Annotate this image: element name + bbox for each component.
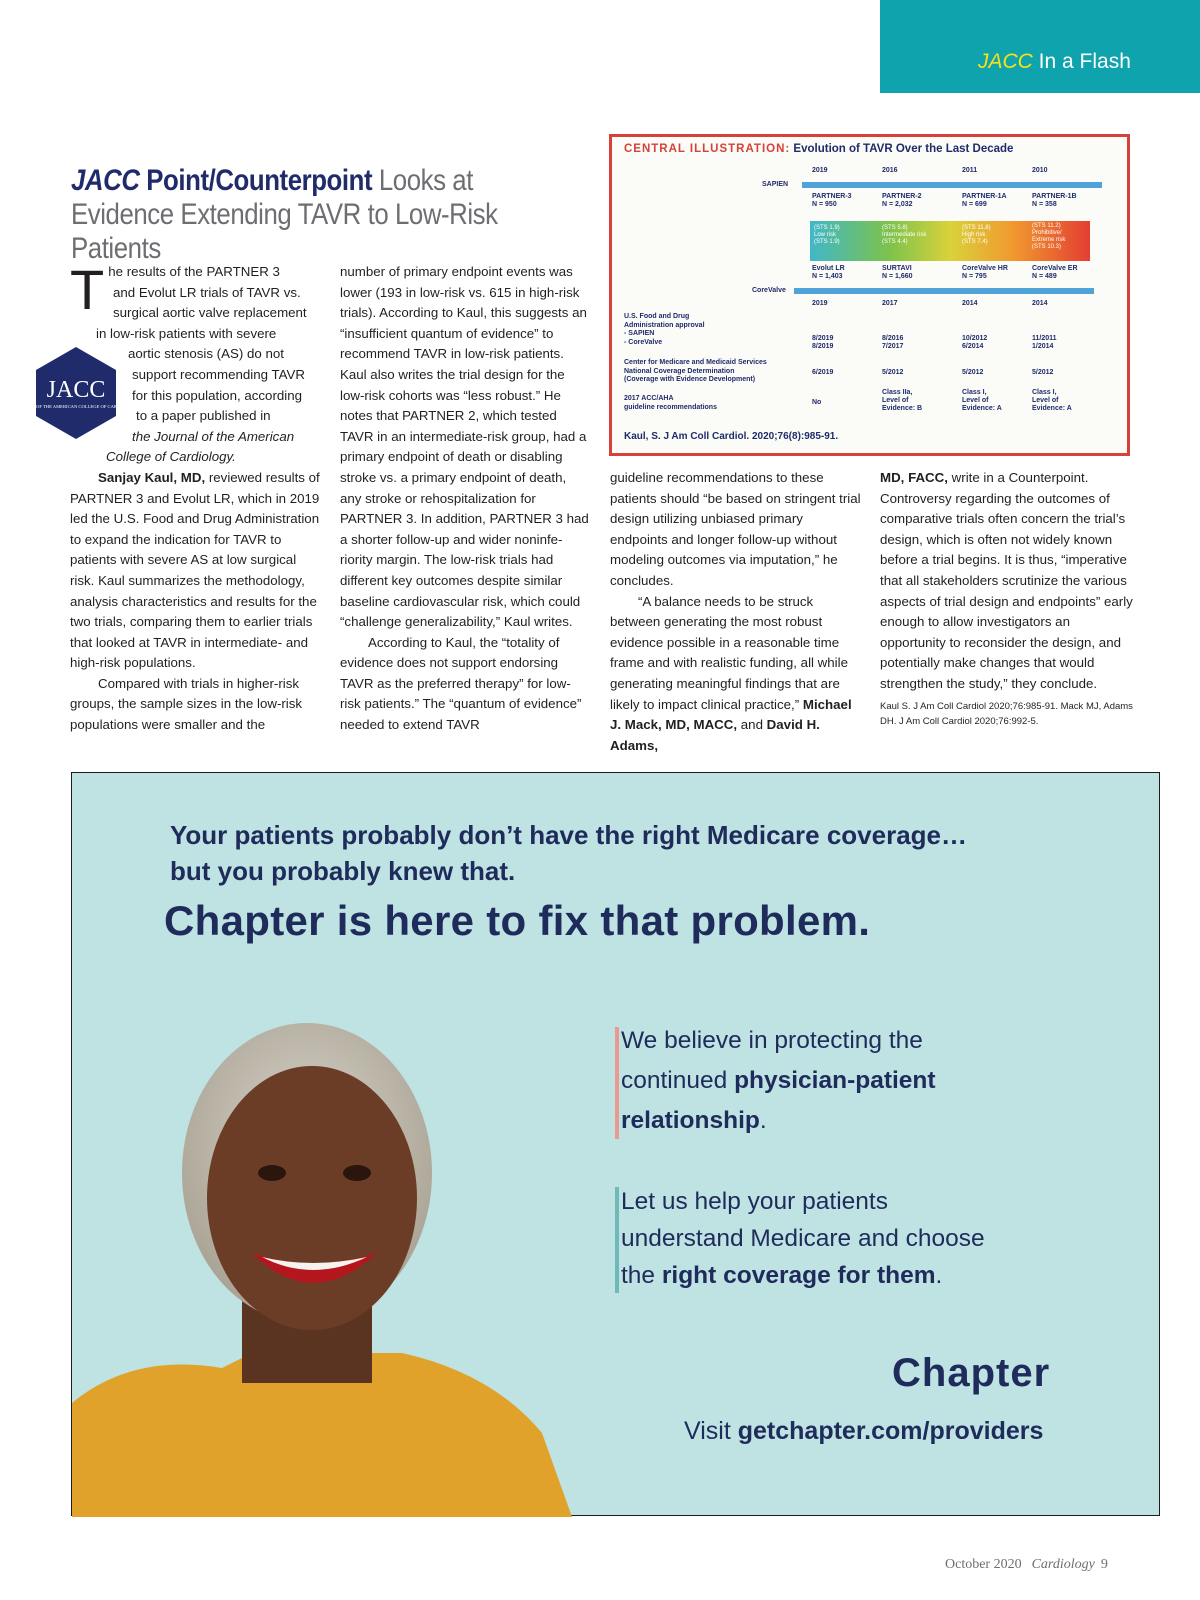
risk-gradient-band: (STS 1.9) Low risk (STS 1.9) (STS 5.8) Intermediate risk (STS 4.4) (STS 11.8) High risk (STS 7.4) (STS 11.2) Prohibitive/ Extreme risk (STS 10.3) — [810, 221, 1090, 261]
ad-url-link[interactable]: getchapter.com/providers — [737, 1417, 1044, 1445]
illustration-title: CENTRAL ILLUSTRATION: Evolution of TAVR Over the Last Decade — [624, 143, 1014, 155]
article-column-4: MD, FACC, write in a Counterpoint. Controversy regarding the outcomes of comparative trials often concern the trial’s design, which is often not widely known before a trial begins. It is thus, “imperative that all stakeholders scrutinize the various aspects of trial design and endpoints” early enough to allow investigators an opportunity to reconsider the design, and potentially make changes that would strengthen the study,” they conclude. Kaul S. J Am Coll Cardiol 2020;76:985-91. Mack MJ, Adams DH. J Am Coll Cardiol 2020;76:992-5. — [880, 470, 1133, 727]
references: Kaul S. J Am Coll Cardiol 2020;76:985-91. Mack MJ, Adams DH. J Am Coll Cardiol 2020;76:992-5. — [880, 700, 1133, 727]
quote-bar-1 — [615, 1027, 619, 1139]
section-header-tab — [880, 0, 1200, 93]
central-illustration: CENTRAL ILLUSTRATION: Evolution of TAVR Over the Last Decade 2019 2016 2011 2010 SAPIEN PARTNER-3 N = 950 PARTNER-2 N = 2,032 PARTNER-1A N = 699 PARTNER-1B N = 358 (STS 1.9) Low risk (STS 1.9) (STS 5.8) Intermediate risk (STS 4.4) (STS 11.8) High risk (STS 7.4) (STS 11.2) Prohibitive/ Extreme risk (STS 10.3) Evolut LR N = 1,403 SURTAVI N = 1,660 CoreValve HR N = 795 CoreValve ER N = 489 CoreValve 2019 2017 2014 2014 U.S. Food and Drug Administration approval - SAPIEN - CoreValve Center for Medicare and Medicaid Services National Coverage Determination (Coverage with Evidence Development) 2017 ACC/AHA guideline recommendations 8/2019 8/2019 8/2016 7/2017 10/2012 6/2014 11/2011 1/2014 6/2019 5/2012 5/2012 5/2012 No Class IIa, Level of Evidence: B Class I, Level of Evidence: A Class I, Level of Evidence: A Kaul, S. J Am Coll Cardiol. 2020;76(8):985-91. — [609, 134, 1130, 456]
sapien-arrow — [802, 182, 1102, 188]
ad-quote-1: We believe in protecting the continued physician-patient relationship. — [621, 1027, 936, 1134]
article-column-3: guideline recommendations to these patients should “be based on stringent trial design utilizing unbiased primary endpoints and longer follow-up without modeling outcomes via imputation,” he concludes. “A balance needs to be struck between generating the most robust evidence possible in a reasonable time frame and with realistic funding, all while generating meaningful findings that are likely to impact clinical practice,” Michael J. Mack, MD, MACC, and David H. Adams, — [610, 470, 861, 753]
illustration-citation: Kaul, S. J Am Coll Cardiol. 2020;76(8):985-91. — [624, 431, 839, 442]
ad-quote-2: Let us help your patients understand Medicare and choose the right coverage for them. — [621, 1188, 985, 1289]
article-headline: JACC Point/Counterpoint Looks at Evidence Extending TAVR to Low-Risk Patients — [71, 164, 498, 265]
article-column-2: number of primary endpoint events was lower (193 in low-risk vs. 615 in high-risk trials). According to Kaul, this suggests an “insufficient quantum of evidence” to recommend TAVR in low-risk patients. Kaul also writes the trial design for the low-risk cohorts was “less robust.” He notes that PARTNER 2, which tested TAVR in an intermediate-risk group, had a primary endpoint of death or disabling stroke vs. a primary endpoint of death, any stroke or rehospitalization for PARTNER 3. In addition, PARTNER 3 had a shorter follow-up and wider noninfe-riority margin. The low-risk trials had different key outcomes despite similar baseline cardiovascular risk, which could “challenge generalizability,” Kaul writes. According to Kaul, the “totality of evidence does not support endorsing TAVR as the preferred therapy” for low-risk patients.” The “quantum of evidence” needed to extend TAVR — [340, 264, 589, 733]
svg-text:JACC: JACC — [46, 377, 106, 403]
page-number: 9 — [1100, 1557, 1108, 1572]
svg-text:JOURNAL OF THE AMERICAN COLLEG: JOURNAL OF THE AMERICAN COLLEGE OF CARDIOLOGY — [14, 404, 138, 409]
drop-cap: T — [70, 258, 105, 321]
ad-visit-line: Visit getchapter.com/providers — [684, 1417, 1044, 1445]
ad-intro: Your patients probably don’t have the right Medicare coverage… but you probably knew that. — [170, 820, 968, 886]
chapter-logo: Chapter — [892, 1351, 1051, 1395]
article-column-1: T he results of the PARTNER 3 and Evolut LR trials of TAVR vs. surgical aortic valve replacement in low-risk patients with severe aortic stenosis (AS) do not support recommending TAVR for this population, according to a paper published in the Journal of the American College of Cardiology. Sanjay Kaul, MD, reviewed results of PARTNER 3 and Evolut LR, which in 2019 led the U.S. Food and Drug Administration to expand the indication for TAVR to patients with severe AS at low surgical risk. Kaul summarizes the methodology, analysis characteristics and results for the two trials, comparing them to earlier trials that looked at TAVR in intermediate- and high-risk populations. Compared with trials in higher-risk groups, the sample sizes in the low-risk populations were smaller and the — [70, 258, 320, 733]
page-footer: October 2020 Cardiology 9 — [945, 1557, 1108, 1572]
chapter-advertisement — [71, 772, 1160, 1516]
ad-headline: Chapter is here to fix that problem. — [164, 897, 871, 944]
section-title: JACC In a Flash — [978, 50, 1131, 73]
corevalve-arrow — [794, 288, 1094, 294]
smiling-woman-photo — [72, 973, 632, 1517]
quote-bar-2 — [615, 1187, 619, 1293]
